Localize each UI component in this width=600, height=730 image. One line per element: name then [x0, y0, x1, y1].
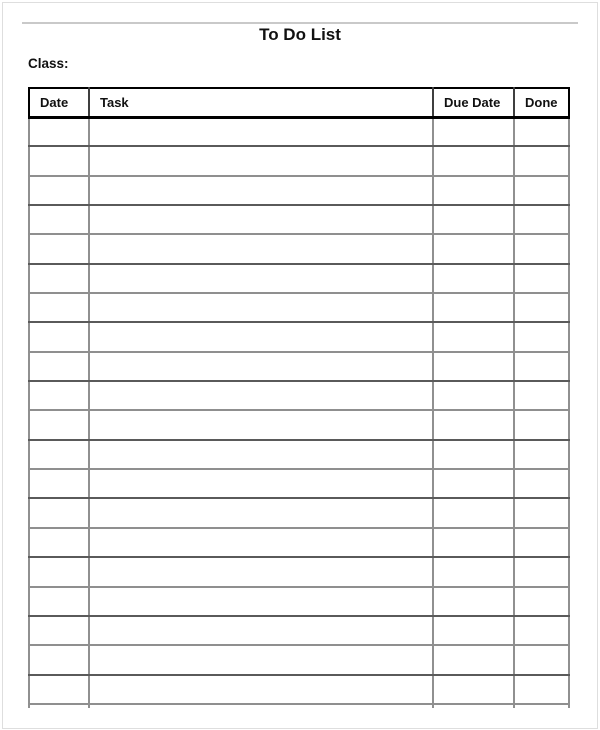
- empty-cell-due_date: [433, 234, 514, 263]
- empty-cell-done: [514, 645, 569, 674]
- empty-cell-done: [514, 264, 569, 293]
- todo-table-container: [28, 87, 572, 708]
- table-row: [29, 528, 569, 557]
- empty-cell-done: [514, 293, 569, 322]
- empty-cell-done: [514, 205, 569, 234]
- empty-cell-due_date: [433, 557, 514, 586]
- empty-cell-date: [29, 675, 89, 704]
- table-row: [29, 381, 569, 410]
- empty-cell-date: [29, 410, 89, 439]
- empty-cell-done: [514, 234, 569, 263]
- empty-cell-done: [514, 381, 569, 410]
- empty-cell-due_date: [433, 381, 514, 410]
- empty-cell-done: [514, 352, 569, 381]
- empty-cell-task: [89, 146, 433, 175]
- top-divider-rule: [22, 22, 578, 24]
- empty-cell-done: [514, 117, 569, 146]
- table-row: [29, 410, 569, 439]
- empty-cell-due_date: [433, 469, 514, 498]
- empty-cell-task: [89, 440, 433, 469]
- empty-cell-task: [89, 704, 433, 708]
- empty-cell-date: [29, 205, 89, 234]
- empty-cell-task: [89, 616, 433, 645]
- table-row: [29, 587, 569, 616]
- table-row: [29, 352, 569, 381]
- empty-cell-task: [89, 645, 433, 674]
- empty-cell-date: [29, 176, 89, 205]
- empty-cell-task: [89, 117, 433, 146]
- table-row: [29, 616, 569, 645]
- table-row: [29, 469, 569, 498]
- empty-cell-date: [29, 146, 89, 175]
- empty-cell-date: [29, 557, 89, 586]
- table-row: [29, 440, 569, 469]
- todo-table: [28, 87, 570, 708]
- empty-cell-date: [29, 645, 89, 674]
- page-title: To Do List: [259, 25, 341, 44]
- empty-cell-date: [29, 381, 89, 410]
- empty-cell-date: [29, 264, 89, 293]
- empty-cell-due_date: [433, 352, 514, 381]
- table-row: [29, 146, 569, 175]
- empty-cell-task: [89, 410, 433, 439]
- empty-cell-done: [514, 675, 569, 704]
- empty-cell-date: [29, 528, 89, 557]
- empty-cell-date: [29, 293, 89, 322]
- column-header-due_date: Due Date: [433, 88, 514, 117]
- empty-cell-due_date: [433, 440, 514, 469]
- empty-cell-task: [89, 675, 433, 704]
- empty-cell-task: [89, 293, 433, 322]
- header-row: [29, 88, 569, 117]
- column-header-date: Date: [29, 88, 89, 117]
- empty-cell-task: [89, 557, 433, 586]
- empty-cell-done: [514, 528, 569, 557]
- table-head: [29, 88, 569, 117]
- table-row: [29, 176, 569, 205]
- column-header-done: Done: [514, 88, 569, 117]
- empty-cell-due_date: [433, 528, 514, 557]
- table-row: [29, 704, 569, 708]
- empty-cell-task: [89, 352, 433, 381]
- empty-cell-task: [89, 322, 433, 351]
- empty-cell-due_date: [433, 146, 514, 175]
- empty-cell-done: [514, 498, 569, 527]
- empty-cell-done: [514, 176, 569, 205]
- empty-cell-done: [514, 440, 569, 469]
- empty-cell-done: [514, 704, 569, 708]
- empty-cell-done: [514, 616, 569, 645]
- empty-cell-date: [29, 587, 89, 616]
- empty-cell-done: [514, 557, 569, 586]
- empty-cell-due_date: [433, 293, 514, 322]
- table-row: [29, 205, 569, 234]
- empty-cell-due_date: [433, 410, 514, 439]
- empty-cell-due_date: [433, 322, 514, 351]
- table-row: [29, 293, 569, 322]
- empty-cell-due_date: [433, 176, 514, 205]
- empty-cell-done: [514, 322, 569, 351]
- empty-cell-due_date: [433, 264, 514, 293]
- empty-cell-task: [89, 205, 433, 234]
- table-row: [29, 645, 569, 674]
- empty-cell-task: [89, 381, 433, 410]
- empty-cell-done: [514, 410, 569, 439]
- class-label: Class:: [28, 56, 69, 71]
- column-header-task: Task: [89, 88, 433, 117]
- empty-cell-date: [29, 322, 89, 351]
- empty-cell-due_date: [433, 498, 514, 527]
- table-row: [29, 557, 569, 586]
- table-row: [29, 264, 569, 293]
- empty-cell-task: [89, 528, 433, 557]
- empty-cell-done: [514, 469, 569, 498]
- empty-cell-date: [29, 234, 89, 263]
- table-row: [29, 234, 569, 263]
- empty-cell-due_date: [433, 675, 514, 704]
- table-row: [29, 498, 569, 527]
- empty-cell-date: [29, 469, 89, 498]
- table-body: [29, 117, 569, 708]
- empty-cell-date: [29, 616, 89, 645]
- table-row: [29, 117, 569, 146]
- empty-cell-task: [89, 469, 433, 498]
- empty-cell-date: [29, 704, 89, 708]
- empty-cell-date: [29, 117, 89, 146]
- empty-cell-task: [89, 498, 433, 527]
- empty-cell-task: [89, 264, 433, 293]
- empty-cell-due_date: [433, 616, 514, 645]
- empty-cell-task: [89, 234, 433, 263]
- empty-cell-done: [514, 587, 569, 616]
- empty-cell-date: [29, 440, 89, 469]
- empty-cell-task: [89, 587, 433, 616]
- table-row: [29, 322, 569, 351]
- empty-cell-due_date: [433, 587, 514, 616]
- empty-cell-due_date: [433, 117, 514, 146]
- empty-cell-date: [29, 498, 89, 527]
- table-row: [29, 675, 569, 704]
- empty-cell-due_date: [433, 205, 514, 234]
- empty-cell-task: [89, 176, 433, 205]
- empty-cell-due_date: [433, 704, 514, 708]
- empty-cell-done: [514, 146, 569, 175]
- empty-cell-due_date: [433, 645, 514, 674]
- empty-cell-date: [29, 352, 89, 381]
